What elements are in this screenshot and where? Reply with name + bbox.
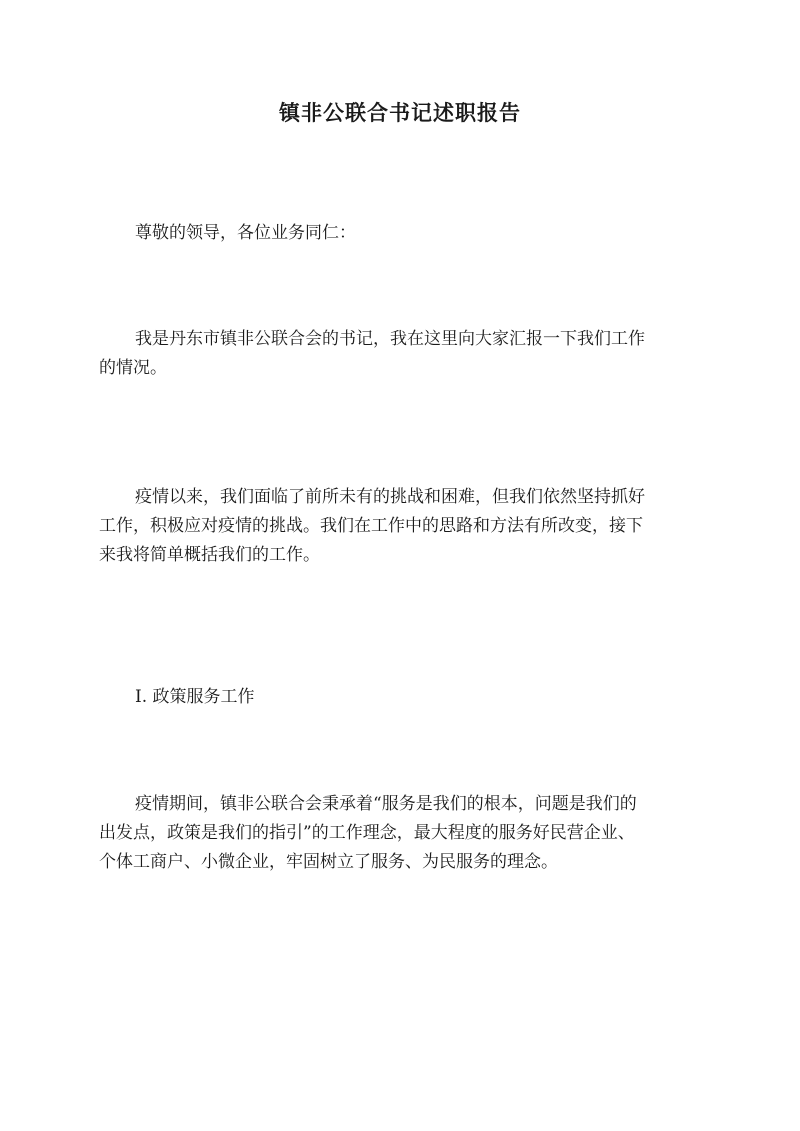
intro-paragraph xyxy=(99,325,701,383)
salutation-paragraph xyxy=(99,219,701,248)
policy-line-3: 个体工商户、小微企业，牢固树立了服务、为民服务的理念。 xyxy=(99,852,558,872)
policy-line-2: 出发点，政策是我们的指引”的工作理念，最大程度的服务好民营企业、 xyxy=(99,823,635,843)
pandemic-line-2: 工作，积极应对疫情的挑战。我们在工作中的思路和方法有所改变，接下 xyxy=(99,516,643,536)
pandemic-line-1: 疫情以来，我们面临了前所未有的挑战和困难，但我们依然坚持抓好 xyxy=(135,487,645,507)
document-title: 镇非公联合书记述职报告 xyxy=(279,100,521,125)
intro-line-2: 的情况。 xyxy=(99,358,167,378)
section-heading-policy-service xyxy=(99,683,701,712)
policy-paragraph xyxy=(99,790,701,877)
intro-line-1: 我是丹东市镇非公联合会的书记，我在这里向大家汇报一下我们工作 xyxy=(135,329,645,349)
salutation-line: 尊敬的领导，各位业务同仁： xyxy=(135,223,356,243)
pandemic-line-3: 来我将简单概括我们的工作。 xyxy=(99,545,320,565)
pandemic-paragraph xyxy=(99,483,701,570)
policy-line-1: 疫情期间，镇非公联合会秉承着“服务是我们的根本，问题是我们的 xyxy=(135,794,637,814)
section-heading-text: I. 政策服务工作 xyxy=(135,687,255,707)
